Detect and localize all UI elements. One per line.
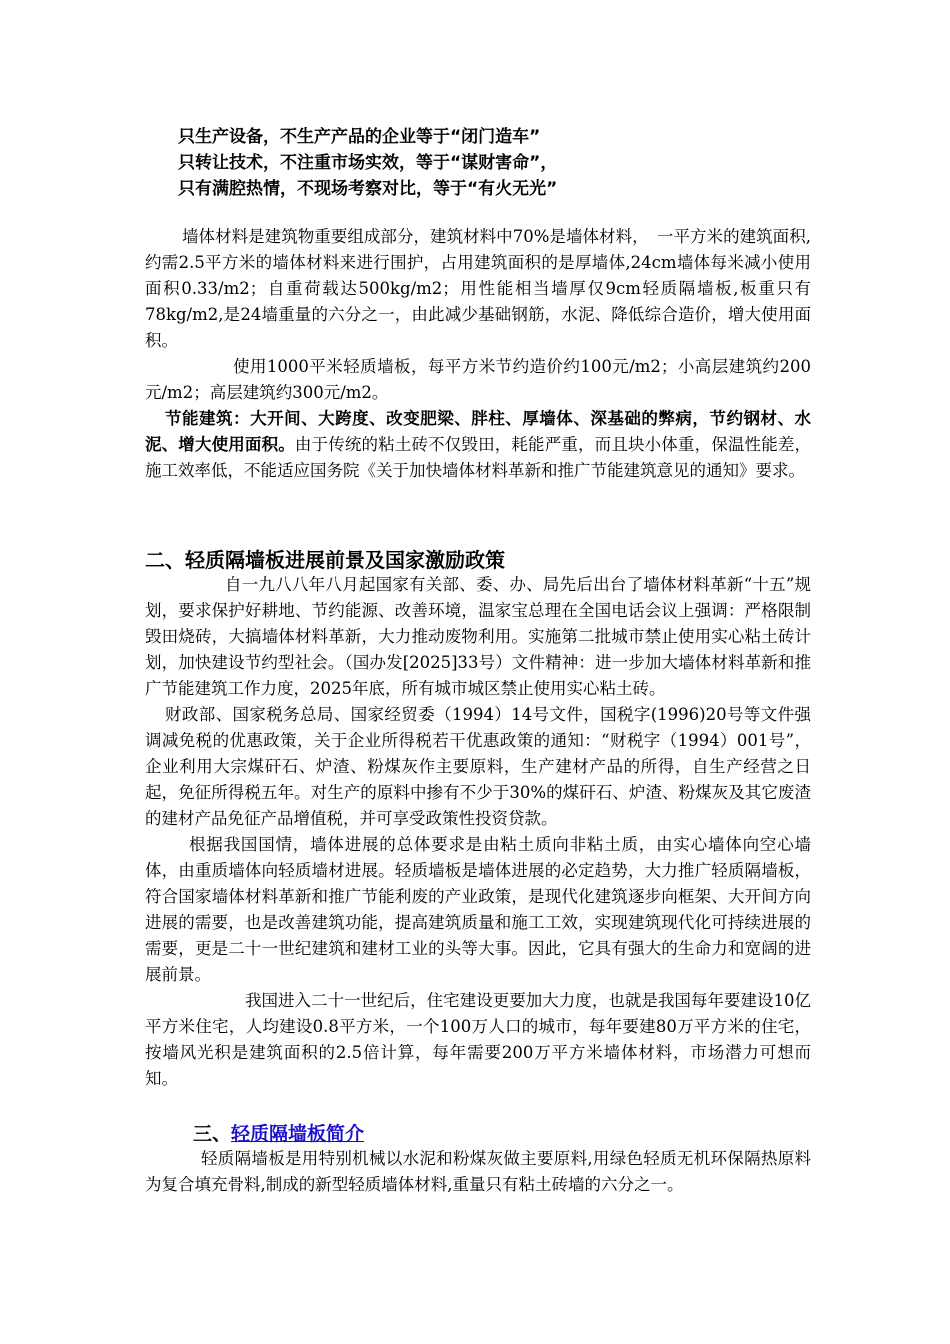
section-2-paragraph-2: 财政部、国家税务总局、国家经贸委（1994）14号文件，国税字(1996)20号等文件强调减免税的优惠政策，关于企业所得税若干优惠政策的通知：“财税字（1994）001号”，企业利用大宗煤矸石、炉渣、粉煤灰作主要原料，生产建材产品的所得，自生产经营之日起，免征所得税五年。对生产的原料中掺有不少于30%的煤矸石、炉渣、粉煤灰及其它废渣的建材产品免征产品增值税，并可享受政策性投资贷款。 [145,705,811,828]
intro-section [145,224,811,484]
energy-saving-rest: 由于传统的粘土砖不仅毁田，耗能严重，而且块小体重，保温性能差，施工效率低，不能适应国务院《关于加快墙体材料革新和推广节能建筑意见的通知》要求。 [145,435,812,480]
section-3-number: 三、 [193,1123,232,1145]
slogan-line-2: 只转让技术，不注重市场实效，等于“谋财害命”， [178,153,558,173]
intro-paragraph-2: 使用1000平米轻质墙板，每平方米节约造价约100元/m2；小高层建筑约200元/m2；高层建筑约300元/m2。 [145,357,811,402]
slogan-line-3: 只有满腔热情，不现场考察对比，等于“有火无光” [178,179,558,199]
slogan-line-1: 只生产设备，不生产产品的企业等于“闭门造车” [178,127,541,147]
section-2-paragraph-4: 我国进入二十一世纪后，住宅建设更要加大力度，也就是我国每年要建设10亿平方米住宅，人均建设0.8平方米，一个100万人口的城市，每年要建80万平方米的住宅，按墙风光积是建筑面积的2.5倍计算，每年需要200万平方米墙体材料，市场潜力可想而知。 [145,991,811,1088]
section-2-heading: 二、轻质隔墙板进展前景及国家激励政策 [145,548,505,572]
section-3-heading-link[interactable]: 轻质隔墙板简介 [231,1123,365,1145]
section-3-body [145,1146,811,1198]
energy-saving-lead: 节能建筑：大开间、大跨度、改变肥梁、胖柱、厚墙体、深基础的弊病，节约钢材、水泥、增大使用面积。 [145,409,811,454]
slogan-block [178,124,818,202]
section-2-paragraph-1: 自一九八八年八月起国家有关部、委、办、局先后出台了墙体材料革新“十五”规划，要求保护好耕地、节约能源、改善环境，温家宝总理在全国电话会议上强调：严格限制毁田烧砖，大搞墙体材料革新，大力推动废物利用。实施第二批城市禁止使用实心粘土砖计划，加快建设节约型社会。（国办发[2025]33号）文件精神：进一步加大墙体材料革新和推广节能建筑工作力度，2025年底，所有城市城区禁止使用实心粘土砖。 [145,575,811,698]
section-3-heading [193,1120,364,1148]
section-2-paragraph-3: 根据我国国情，墙体进展的总体要求是由粘土质向非粘土质，由实心墙体向空心墙体，由重质墙体向轻质墙材进展。轻质墙板是墙体进展的必定趋势，大力推广轻质隔墙板，符合国家墙体材料革新和推广节能利废的产业政策，是现代化建筑逐步向框架、大开间方向进展的需要，也是改善建筑功能，提高建筑质量和施工工效，实现建筑现代化可持续进展的需要，更是二十一世纪建筑和建材工业的头等大事。因此，它具有强大的生命力和宽阔的进展前景。 [145,835,811,984]
intro-paragraph-3 [145,406,811,484]
section-3-paragraph-1: 轻质隔墙板是用特别机械以水泥和粉煤灰做主要原料,用绿色轻质无机环保隔热原料为复合填充骨料,制成的新型轻质墙体材料,重量只有粘土砖墙的六分之一。 [145,1149,811,1194]
intro-paragraph-1: 墙体材料是建筑物重要组成部分，建筑材料中70%是墙体材料， 一平方米的建筑面积,约需2.5平方米的墙体材料来进行围护，占用建筑面积的是厚墙体,24cm墙体每米减小使用面积0.33/m2；自重荷载达500kg/m2；用性能相当墙厚仅9cm轻质隔墙板,板重只有78kg/m2,是24墙重量的六分之一，由此减少基础钢筋，水泥、降低综合造价，增大使用面积。 [145,227,811,350]
section-2-body [145,572,811,1092]
